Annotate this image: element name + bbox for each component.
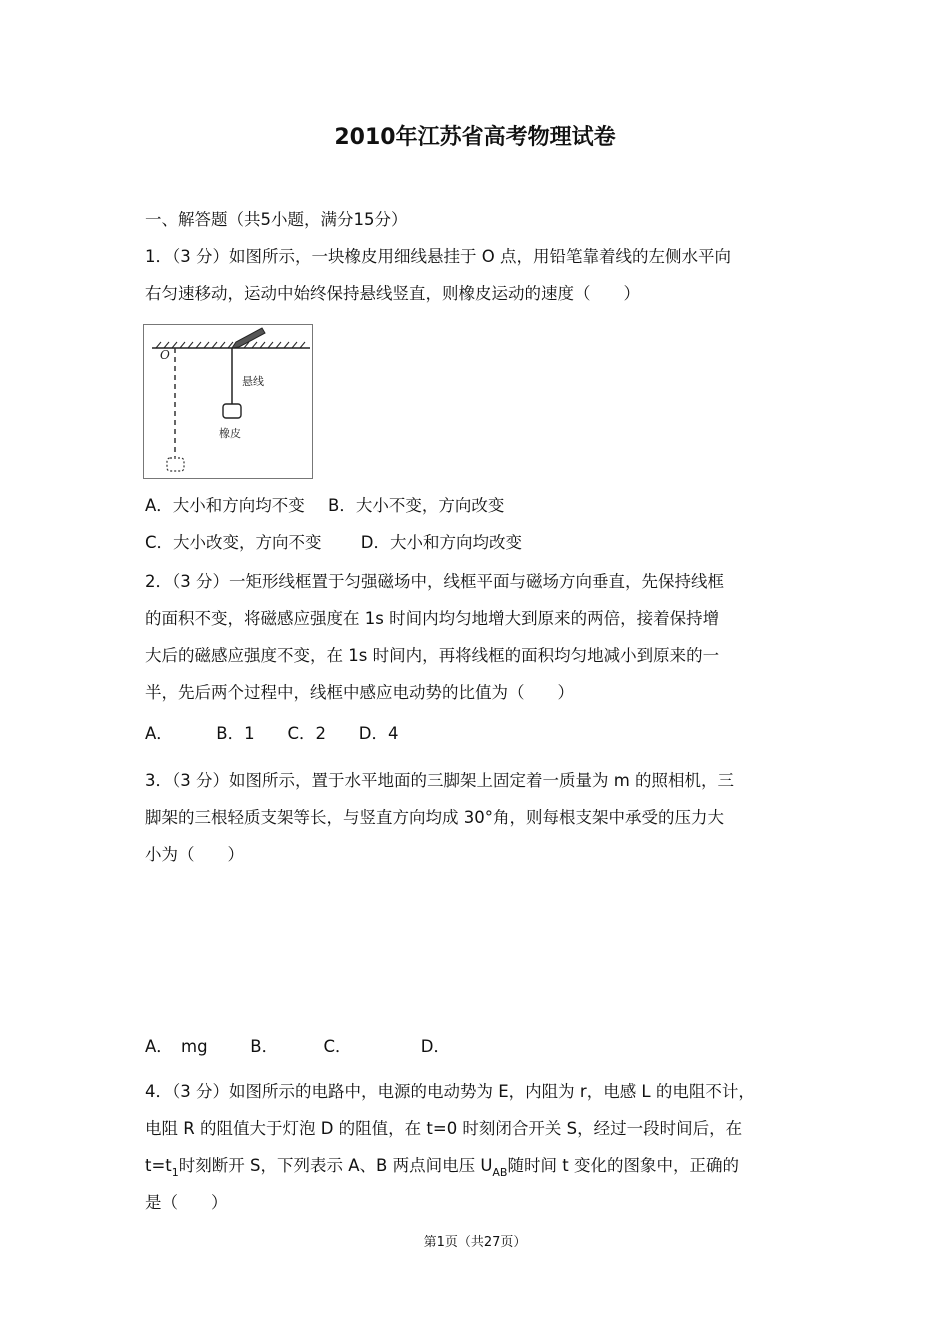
q2-text-line2: 的面积不变，将磁感应强度在 1s 时间内均匀地增大到原来的两倍，接着保持增 (145, 609, 720, 628)
q1-figure (143, 324, 313, 479)
q1-option-a[interactable]: A．大小和方向均不变 (145, 496, 305, 515)
q1-options-row1 (145, 495, 504, 517)
q3-text-line1: 3．（3 分）如图所示，置于水平地面的三脚架上固定着一质量为 m 的照相机，三 (145, 771, 735, 790)
q3-option-c[interactable]: C． (323, 1037, 352, 1056)
page-title: 2010年江苏省高考物理试卷 (334, 125, 616, 150)
q4-line3-part-b: 时刻断开 S，下列表示 A、B 两点间电压 U (178, 1156, 493, 1175)
section-heading: 一、解答题（共5小题，满分15分） (145, 210, 408, 229)
q3-option-d[interactable]: D． (420, 1037, 450, 1056)
q1-option-d[interactable]: D．大小和方向均改变 (360, 533, 522, 552)
q2-option-d[interactable]: D．4 (358, 724, 399, 743)
eraser-block (223, 404, 241, 418)
q2-option-c[interactable]: C．2 (287, 724, 327, 743)
q2-options (145, 723, 398, 745)
q2-text-line3: 大后的磁感应强度不变，在 1s 时间内，再将线框的面积均匀地减小到原来的一 (145, 646, 720, 665)
q4-text-line3 (145, 1155, 739, 1184)
q3-text-line3: 小为（ ） (145, 845, 244, 864)
eraser-label: 橡皮 (219, 427, 241, 440)
q1-text-line2: 右匀速移动，运动中始终保持悬线竖直，则橡皮运动的速度（ ） (145, 284, 640, 303)
q4-line3-sub-ab: AB (492, 1166, 508, 1179)
q4-text-line1: 4．（3 分）如图所示的电路中，电源的电动势为 E，内阻为 r，电感 L 的电阻不计， (145, 1082, 755, 1101)
string-label: 悬线 (242, 375, 264, 388)
ceiling-hatching (156, 342, 305, 348)
q3-options (145, 1036, 450, 1058)
pendulum-diagram (144, 325, 312, 478)
q3-option-a[interactable]: A． mg (145, 1037, 208, 1056)
q4-line3-part-c: 随时间 t 变化的图象中，正确的 (507, 1156, 739, 1175)
q2-text-line4: 半，先后两个过程中，线框中感应电动势的比值为（ ） (145, 683, 574, 702)
q4-line3-sub-1: 1 (171, 1166, 179, 1179)
q4-text-line4: 是（ ） (145, 1193, 228, 1212)
initial-eraser-dashed (167, 458, 184, 471)
q2-option-a[interactable]: A． (145, 724, 173, 743)
q1-option-c[interactable]: C．大小改变，方向不变 (145, 533, 322, 552)
q1-option-b[interactable]: B．大小不变，方向改变 (328, 496, 505, 515)
q4-line3-part-a: t=t (145, 1156, 172, 1175)
q4-text-line2: 电阻 R 的阻值大于灯泡 D 的阻值，在 t=0 时刻闭合开关 S，经过一段时间后，在 (145, 1119, 743, 1138)
q1-options-row2 (145, 532, 522, 554)
page-footer: 第1页（共27页） (423, 1235, 527, 1250)
pencil-icon (232, 328, 265, 348)
q3-option-b[interactable]: B． (250, 1037, 279, 1056)
q1-text-line1: 1．（3 分）如图所示，一块橡皮用细线悬挂于 O 点，用铅笔靠着线的左侧水平向 (145, 247, 731, 266)
point-o-label: O (160, 348, 170, 362)
q2-text-line1: 2．（3 分）一矩形线框置于匀强磁场中，线框平面与磁场方向垂直，先保持线框 (145, 572, 724, 591)
q3-text-line2: 脚架的三根轻质支架等长，与竖直方向均成 30°角，则每根支架中承受的压力大 (145, 808, 724, 827)
q2-option-b[interactable]: B．1 (216, 724, 255, 743)
